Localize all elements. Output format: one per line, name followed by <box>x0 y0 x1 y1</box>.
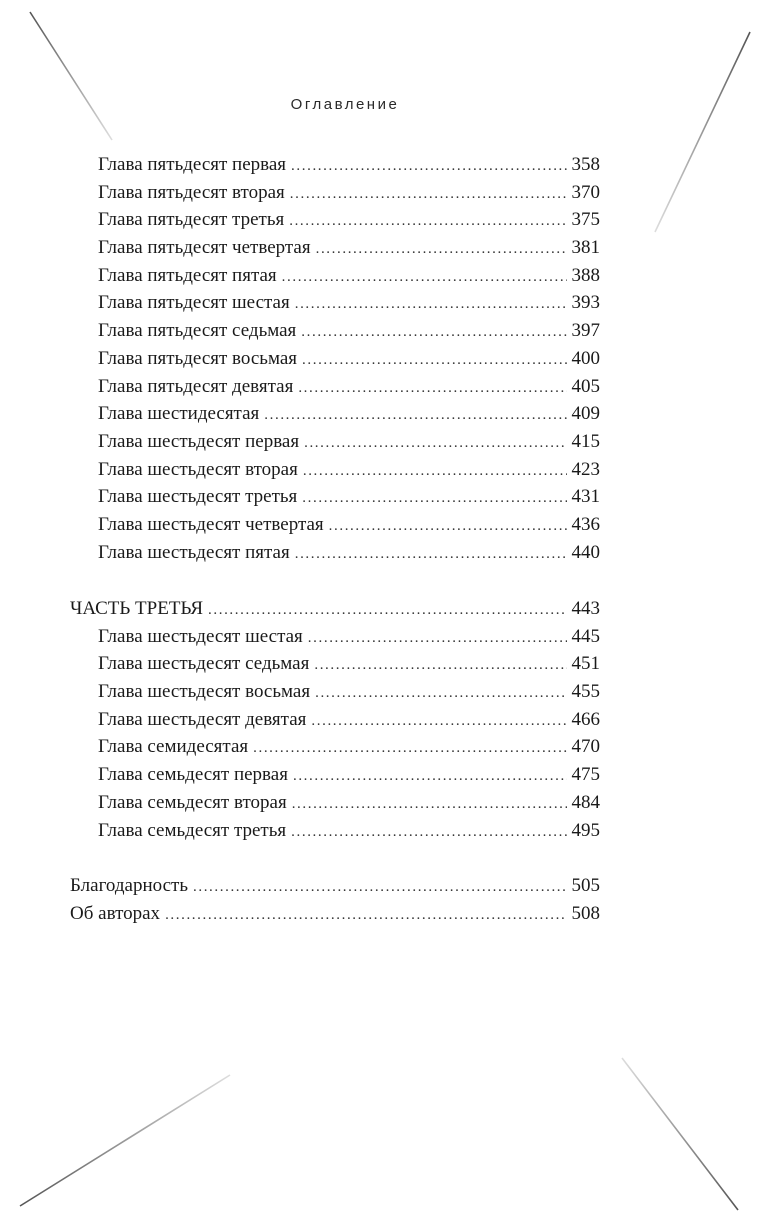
decor-line-top-right <box>655 32 750 232</box>
toc-entry-page: 405 <box>571 375 600 397</box>
toc-entry-title: Глава шестьдесят восьмая <box>98 681 311 703</box>
toc-entry-title: Об авторах <box>70 902 161 924</box>
toc-entry[interactable] <box>70 706 600 734</box>
toc-entry-page: 397 <box>571 320 600 342</box>
toc-entry[interactable] <box>70 345 600 373</box>
toc-entry-title: Глава шестьдесят четвертая <box>98 513 324 535</box>
toc-leader-dots <box>208 597 566 625</box>
toc-entry[interactable] <box>70 179 600 207</box>
toc-block-part-two-end <box>70 151 600 566</box>
toc-entry-title: Глава шестьдесят девятая <box>98 708 307 730</box>
toc-entry-title: Глава шестьдесят третья <box>98 486 298 508</box>
toc-entry[interactable] <box>70 650 600 678</box>
toc-part-title: ЧАСТЬ ТРЕТЬЯ <box>70 598 204 619</box>
toc-leader-dots <box>290 181 567 209</box>
toc-entry-title: Глава шестьдесят пятая <box>98 541 290 563</box>
toc-block-part-three <box>70 595 600 844</box>
toc-entry[interactable] <box>70 623 600 651</box>
toc-entry-page: 415 <box>571 430 600 452</box>
toc-entry-page: 423 <box>571 458 600 480</box>
toc-entry[interactable] <box>70 817 600 845</box>
toc-entry[interactable] <box>70 733 600 761</box>
toc-leader-dots <box>295 291 567 319</box>
toc-entry-page: 436 <box>571 513 600 535</box>
toc-leader-dots <box>304 430 566 458</box>
toc-entry-page: 370 <box>571 181 600 203</box>
toc-entry[interactable] <box>70 206 600 234</box>
toc-entry-title: Глава семьдесят вторая <box>98 791 287 813</box>
toc-entry-page: 475 <box>571 764 600 786</box>
toc-entry[interactable] <box>70 789 600 817</box>
toc-entry-page: 455 <box>571 681 600 703</box>
toc-entry[interactable] <box>70 761 600 789</box>
toc-entry[interactable] <box>70 262 600 290</box>
page-title: Оглавление <box>290 96 400 113</box>
decor-line-bottom-left <box>20 1075 230 1206</box>
toc-entry[interactable] <box>70 539 600 567</box>
toc-entry-page: 505 <box>571 875 600 896</box>
toc-entry-title: Глава семьдесят третья <box>98 819 287 841</box>
toc-entry-title: Глава шестьдесят седьмая <box>98 653 310 675</box>
toc-entry-title: Благодарность <box>70 875 188 896</box>
toc-leader-dots <box>302 347 566 375</box>
toc-entry-page: 451 <box>571 653 600 675</box>
toc-entry-title: Глава шестьдесят вторая <box>98 458 298 480</box>
toc-leader-dots <box>165 902 566 930</box>
toc-entry[interactable] <box>70 234 600 262</box>
toc-entry-page: 466 <box>571 708 600 730</box>
toc-entry-page: 495 <box>571 819 600 841</box>
toc-entry-page: 431 <box>571 486 600 508</box>
toc-entry-page: 358 <box>571 154 600 175</box>
toc-entry-page: 440 <box>571 541 600 563</box>
toc-leader-dots <box>289 208 566 236</box>
toc-entry-page: 484 <box>571 791 600 813</box>
toc-entry-page: 381 <box>571 237 600 259</box>
toc-leader-dots <box>292 791 567 819</box>
toc-entry-about-authors[interactable] <box>70 900 600 928</box>
toc-entry[interactable] <box>70 428 600 456</box>
toc-entry-page: 393 <box>571 292 600 314</box>
toc-entry-page: 445 <box>571 625 600 647</box>
toc-entry-title: Глава шестидесятая <box>98 403 260 425</box>
toc-leader-dots <box>314 652 566 680</box>
toc-leader-dots <box>193 874 567 902</box>
toc-leader-dots <box>301 319 566 347</box>
toc-leader-dots <box>291 819 566 847</box>
toc-entry[interactable] <box>70 483 600 511</box>
toc-entry-title: Глава шестьдесят первая <box>98 430 300 452</box>
toc-leader-dots <box>308 625 567 653</box>
toc-leader-dots <box>311 708 566 736</box>
toc-entry-title: Глава пятьдесят седьмая <box>98 320 297 342</box>
toc-leader-dots <box>264 402 566 430</box>
toc-entry-page: 400 <box>571 347 600 369</box>
toc-leader-dots <box>282 264 567 292</box>
toc-block-back-matter <box>70 872 600 927</box>
toc-part-page: 443 <box>571 598 600 619</box>
toc-entry[interactable] <box>70 678 600 706</box>
toc-entry-title: Глава пятьдесят первая <box>98 154 287 175</box>
toc-entry[interactable] <box>70 317 600 345</box>
toc-leader-dots <box>291 153 566 181</box>
toc-entry-title: Глава пятьдесят девятая <box>98 375 294 397</box>
toc-part-heading[interactable] <box>70 595 600 623</box>
toc-leader-dots <box>253 735 566 763</box>
toc-leader-dots <box>303 458 567 486</box>
toc-entry[interactable] <box>70 289 600 317</box>
toc-leader-dots <box>295 541 567 569</box>
toc-entry-page: 375 <box>571 209 600 231</box>
toc-entry[interactable] <box>70 511 600 539</box>
toc-entry-title: Глава пятьдесят шестая <box>98 292 290 314</box>
toc-entry-acknowledgements[interactable] <box>70 872 600 900</box>
toc-entry-page: 388 <box>571 264 600 286</box>
toc-entry-page: 409 <box>571 403 600 425</box>
decor-line-top-left <box>30 12 112 140</box>
toc-entry-title: Глава пятьдесят вторая <box>98 181 285 203</box>
toc-entry-title: Глава шестьдесят шестая <box>98 625 303 647</box>
toc-leader-dots <box>316 236 567 264</box>
toc-leader-dots <box>302 485 566 513</box>
toc-leader-dots <box>298 375 566 403</box>
toc-entry-page: 470 <box>571 736 600 758</box>
toc-entry-title: Глава семидесятая <box>98 736 249 758</box>
toc-entry-page: 508 <box>571 902 600 924</box>
toc-entry-title: Глава пятьдесят третья <box>98 209 285 231</box>
decor-line-bottom-right <box>622 1058 738 1210</box>
toc-entry[interactable] <box>70 373 600 401</box>
toc-entry-title: Глава пятьдесят пятая <box>98 264 277 286</box>
toc-leader-dots <box>293 763 567 791</box>
toc-entry-title: Глава пятьдесят восьмая <box>98 347 298 369</box>
toc-leader-dots <box>329 513 567 541</box>
toc-entry-title: Глава семьдесят первая <box>98 764 288 786</box>
toc-leader-dots <box>315 680 566 708</box>
toc-entry[interactable] <box>70 151 600 179</box>
toc-entry[interactable] <box>70 456 600 484</box>
toc-entry-title: Глава пятьдесят четвертая <box>98 237 311 259</box>
toc-entry[interactable] <box>70 400 600 428</box>
